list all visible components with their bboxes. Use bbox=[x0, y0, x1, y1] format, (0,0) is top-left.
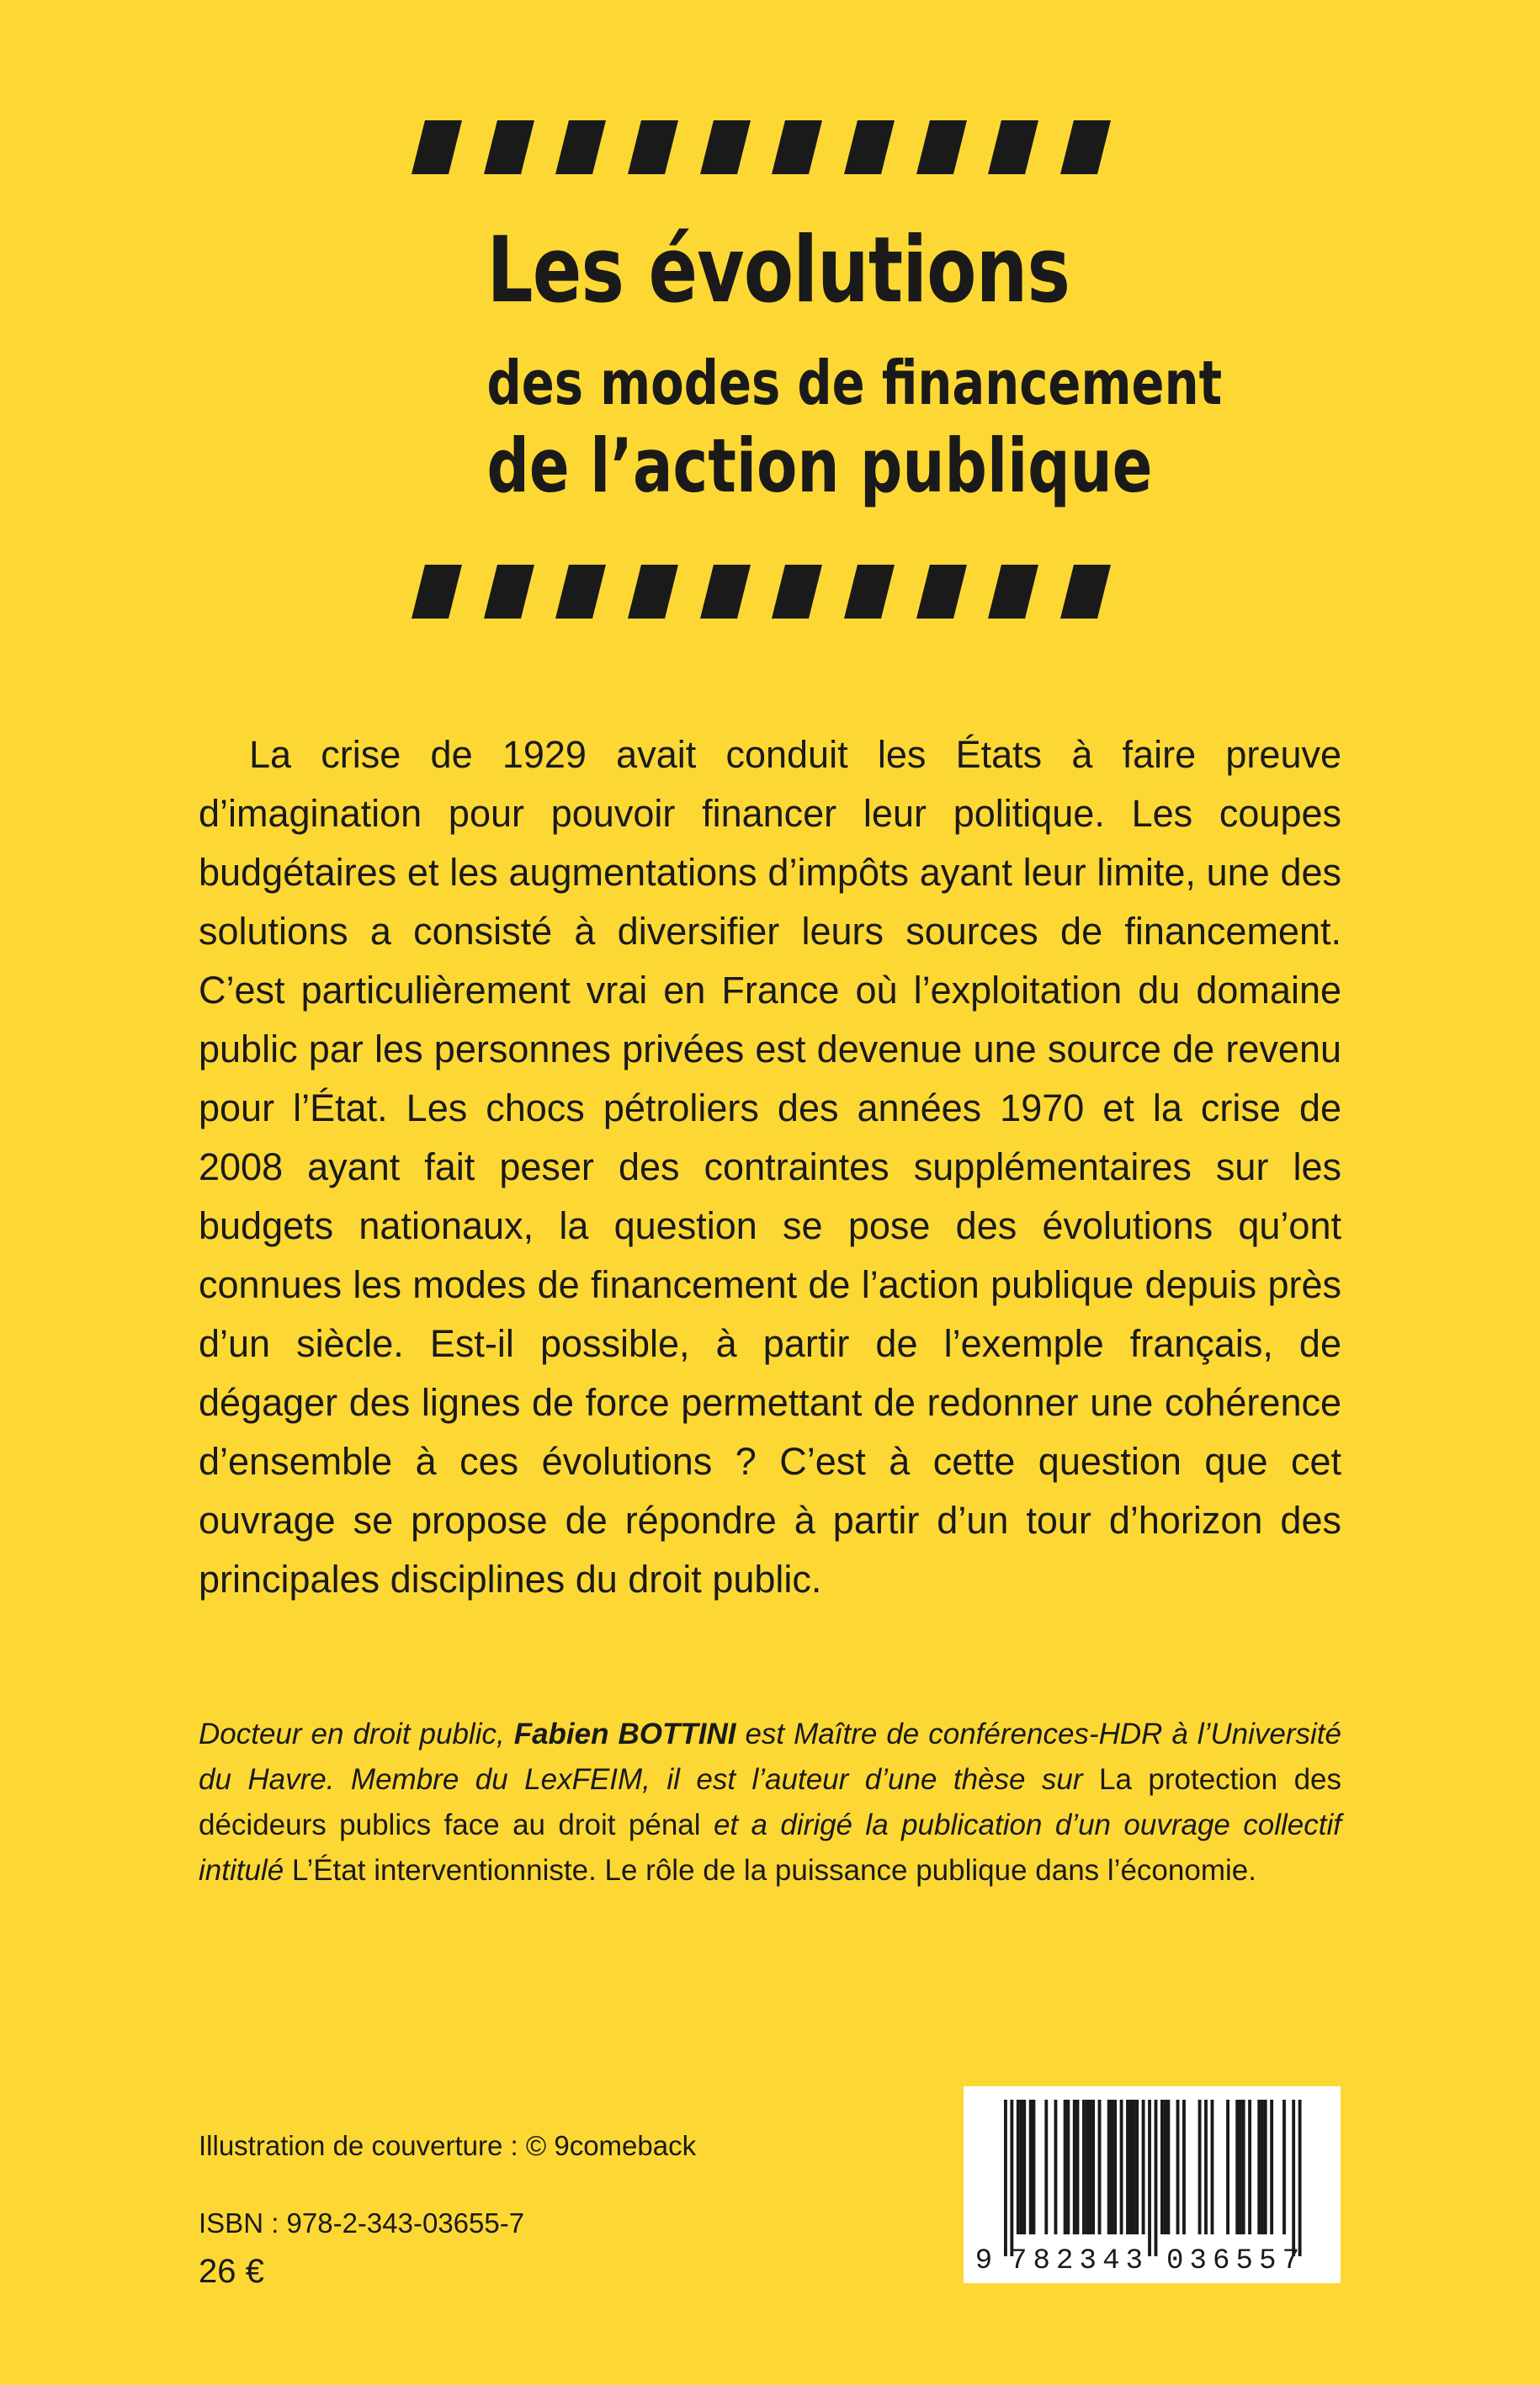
barcode-bar bbox=[1020, 2100, 1023, 2234]
author-name: Fabien BOTTINI bbox=[513, 1718, 736, 1750]
author-bio bbox=[199, 1712, 1341, 1894]
barcode-bar bbox=[1198, 2100, 1202, 2234]
barcode-bar bbox=[1066, 2100, 1070, 2234]
barcode-bar bbox=[1098, 2100, 1102, 2234]
hazard-stripe bbox=[916, 120, 967, 174]
barcode-bar bbox=[1133, 2100, 1136, 2234]
barcode-bar bbox=[1044, 2100, 1048, 2234]
barcode-box bbox=[964, 2086, 1341, 2283]
hazard-stripe bbox=[484, 120, 534, 174]
barcode-bar bbox=[1235, 2100, 1239, 2234]
barcode-bar bbox=[1091, 2100, 1095, 2234]
barcode-bars bbox=[1004, 2100, 1302, 2256]
barcode-bar bbox=[1004, 2100, 1007, 2256]
book-title: Les évolutions bbox=[486, 218, 1070, 323]
barcode-bar bbox=[1064, 2100, 1067, 2234]
bio-text-2: et a dirigé la publication d’un ouvrage collectif intitulé bbox=[199, 1809, 1341, 1887]
hazard-stripe bbox=[412, 565, 462, 619]
bio-text: est Maître de conférences-HDR à l’Université du Havre. Membre du LexFEIM, il est l’auteur d’une thèse sur bbox=[199, 1718, 1341, 1796]
barcode-bar bbox=[1073, 2100, 1076, 2234]
hazard-stripe bbox=[1060, 565, 1111, 619]
barcode-bar bbox=[1270, 2100, 1273, 2234]
thesis-title: La protection des décideurs publics face au droit pénal bbox=[199, 1763, 1341, 1841]
barcode-digits-left: 782343 bbox=[1010, 2245, 1143, 2277]
barcode-bar bbox=[1204, 2100, 1208, 2234]
hazard-stripe bbox=[628, 120, 678, 174]
hazard-stripe bbox=[844, 565, 895, 619]
isbn-label: ISBN : 978-2-343-03655-7 bbox=[199, 2207, 525, 2239]
barcode-bar bbox=[1107, 2100, 1111, 2234]
barcode-bar bbox=[1032, 2100, 1035, 2234]
barcode-bar bbox=[1022, 2100, 1026, 2234]
barcode-bar bbox=[1282, 2100, 1286, 2234]
barcode-bar bbox=[1298, 2100, 1302, 2256]
barcode-bar bbox=[1129, 2100, 1133, 2234]
barcode-bar bbox=[1135, 2100, 1139, 2234]
barcode-bar bbox=[1239, 2100, 1242, 2234]
barcode-bar bbox=[1076, 2100, 1080, 2234]
barcode-bar bbox=[1292, 2100, 1295, 2256]
barcode-bar bbox=[1257, 2100, 1261, 2234]
barcode-bar bbox=[1148, 2100, 1151, 2256]
barcode-bar bbox=[1113, 2100, 1117, 2234]
hazard-stripe bbox=[555, 565, 606, 619]
hazard-stripe bbox=[412, 120, 462, 174]
barcode-bar bbox=[1088, 2100, 1091, 2234]
hazard-stripe bbox=[555, 120, 606, 174]
hazard-stripe bbox=[916, 565, 967, 619]
barcode-bar bbox=[1155, 2100, 1158, 2256]
hazard-stripe bbox=[700, 565, 751, 619]
hazard-stripe bbox=[484, 565, 534, 619]
barcode-bar bbox=[1226, 2100, 1229, 2234]
hazard-stripe bbox=[1060, 120, 1111, 174]
barcode-bar bbox=[1120, 2100, 1123, 2234]
hazard-stripe bbox=[988, 565, 1038, 619]
hazard-stripe bbox=[772, 565, 822, 619]
barcode-bar bbox=[1164, 2100, 1167, 2234]
barcode-bar bbox=[1010, 2100, 1013, 2256]
hazard-stripe bbox=[844, 120, 895, 174]
barcode-bar bbox=[1261, 2100, 1264, 2234]
illustration-credit: Illustration de couverture : © 9comeback bbox=[199, 2130, 697, 2161]
barcode-bar bbox=[1176, 2100, 1180, 2234]
barcode-bar bbox=[1160, 2100, 1164, 2234]
barcode-bar bbox=[1248, 2100, 1251, 2234]
edited-book-title: L’État interventionniste. Le rôle de la puissance publique dans l’économie. bbox=[291, 1854, 1256, 1887]
barcode-bar bbox=[1082, 2100, 1086, 2234]
barcode-bar bbox=[1029, 2100, 1033, 2234]
barcode-bar bbox=[1166, 2100, 1170, 2234]
book-subtitle-line-1: des modes de financement bbox=[486, 348, 1223, 418]
barcode-digit-first: 9 bbox=[974, 2245, 993, 2277]
hazard-stripes-bottom bbox=[418, 565, 1104, 619]
hazard-stripe bbox=[988, 120, 1038, 174]
hazard-stripe bbox=[700, 120, 751, 174]
blurb-paragraph: La crise de 1929 avait conduit les États à faire preuve d’imagination pour pouvoir financer leur politique. Les coupes budgétaires et les augmentations d’impôts ayant leur limite, une des solutions a consisté à diversifier leurs sources de financement. C’est particulièrement vrai en France où l’exploitation du domaine public par les personnes privées est devenue une source de revenu pour l’État. Les chocs pétroliers des années 1970 et la crise de 2008 ayant fait peser des contraintes supplémentaires sur les budgets nationaux, la question se pose des évolutions qu’ont connues les modes de financement de l’action publique depuis près d’un siècle. Est-il possible, à partir de l’exemple français, de dégager des lignes de force permettant de redonner une cohérence d’ensemble à ces évolutions ? C’est à cette question que cet ouvrage se propose de répondre à partir d’un tour d’horizon des principales disciplines du droit public. bbox=[199, 733, 1341, 1601]
barcode-digits-right: 036557 bbox=[1166, 2245, 1299, 2277]
barcode-bar bbox=[1264, 2100, 1267, 2234]
book-subtitle-line-2: de l’action publique bbox=[486, 422, 1153, 509]
barcode-bar bbox=[1211, 2100, 1214, 2234]
barcode-bar bbox=[1054, 2100, 1058, 2234]
barcode-bar bbox=[1086, 2100, 1089, 2234]
bio-intro: Docteur en droit public, bbox=[199, 1718, 514, 1750]
barcode-bar bbox=[1017, 2100, 1020, 2234]
barcode-bar bbox=[1110, 2100, 1113, 2234]
hazard-stripe bbox=[628, 565, 678, 619]
hazard-stripe bbox=[772, 120, 822, 174]
ean13-barcode bbox=[964, 2086, 1341, 2283]
barcode-bar bbox=[1182, 2100, 1186, 2234]
barcode-bar bbox=[1242, 2100, 1245, 2234]
barcode-bar bbox=[1126, 2100, 1129, 2234]
price-label: 26 € bbox=[199, 2253, 264, 2290]
hazard-stripes-top bbox=[418, 120, 1104, 174]
barcode-bar bbox=[1142, 2100, 1145, 2234]
